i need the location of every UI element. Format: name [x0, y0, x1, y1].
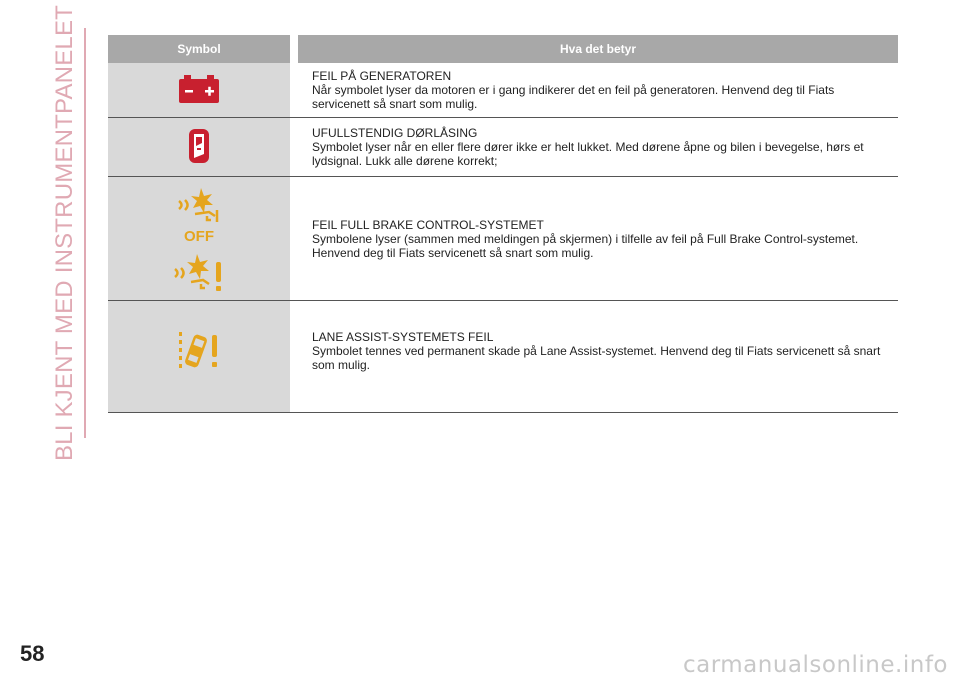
- table-row: [108, 118, 898, 177]
- row-desc: Når symbolet lyser da motoren er i gang indikerer det en feil på generatoren. Henvend deg til Fiats servicenett så snart som mulig.: [312, 83, 835, 111]
- off-label: OFF: [184, 227, 214, 244]
- table-header: [108, 35, 898, 63]
- table-row: [108, 301, 898, 413]
- row-desc: Symbolet tennes ved permanent skade på Lane Assist-systemet. Henvend deg til Fiats servicenett så snart som mulig.: [312, 344, 881, 372]
- warning-table: [108, 35, 898, 413]
- row-title: FEIL PÅ GENERATOREN: [312, 69, 452, 83]
- battery-icon: [177, 74, 221, 104]
- page-number: 58: [20, 641, 45, 666]
- header-meaning: Hva det betyr: [559, 42, 637, 56]
- row-desc: Symbolet lyser når en eller flere dører ikke er helt lukket. Med dørene åpne og bilen i bevegelse, hørs et lydsignal. Lukk alle dørene korrekt;: [312, 140, 864, 168]
- side-title: BLI KJENT MED INSTRUMENTPANELET: [51, 4, 78, 462]
- side-divider: [84, 28, 86, 438]
- table-row: [108, 63, 898, 118]
- row-title: FEIL FULL BRAKE CONTROL-SYSTEMET: [312, 217, 544, 232]
- full-brake-control-fault-icon: [171, 252, 227, 296]
- door-open-icon: [187, 128, 211, 164]
- table-row: [108, 177, 898, 301]
- watermark: carmanualsonline.info: [682, 652, 948, 678]
- row-desc: Symbolene lyser (sammen med meldingen på skjermen) i tilfelle av feil på Full Brake Control-systemet. Henvend deg til Fiats servicenett så snart som mulig.: [312, 231, 859, 260]
- full-brake-control-off-icon: [171, 186, 227, 244]
- row-title: LANE ASSIST-SYSTEMETS FEIL: [312, 330, 494, 344]
- header-symbol: Symbol: [177, 42, 221, 56]
- lane-assist-icon: [176, 329, 222, 373]
- row-title: UFULLSTENDIG DØRLÅSING: [312, 126, 478, 140]
